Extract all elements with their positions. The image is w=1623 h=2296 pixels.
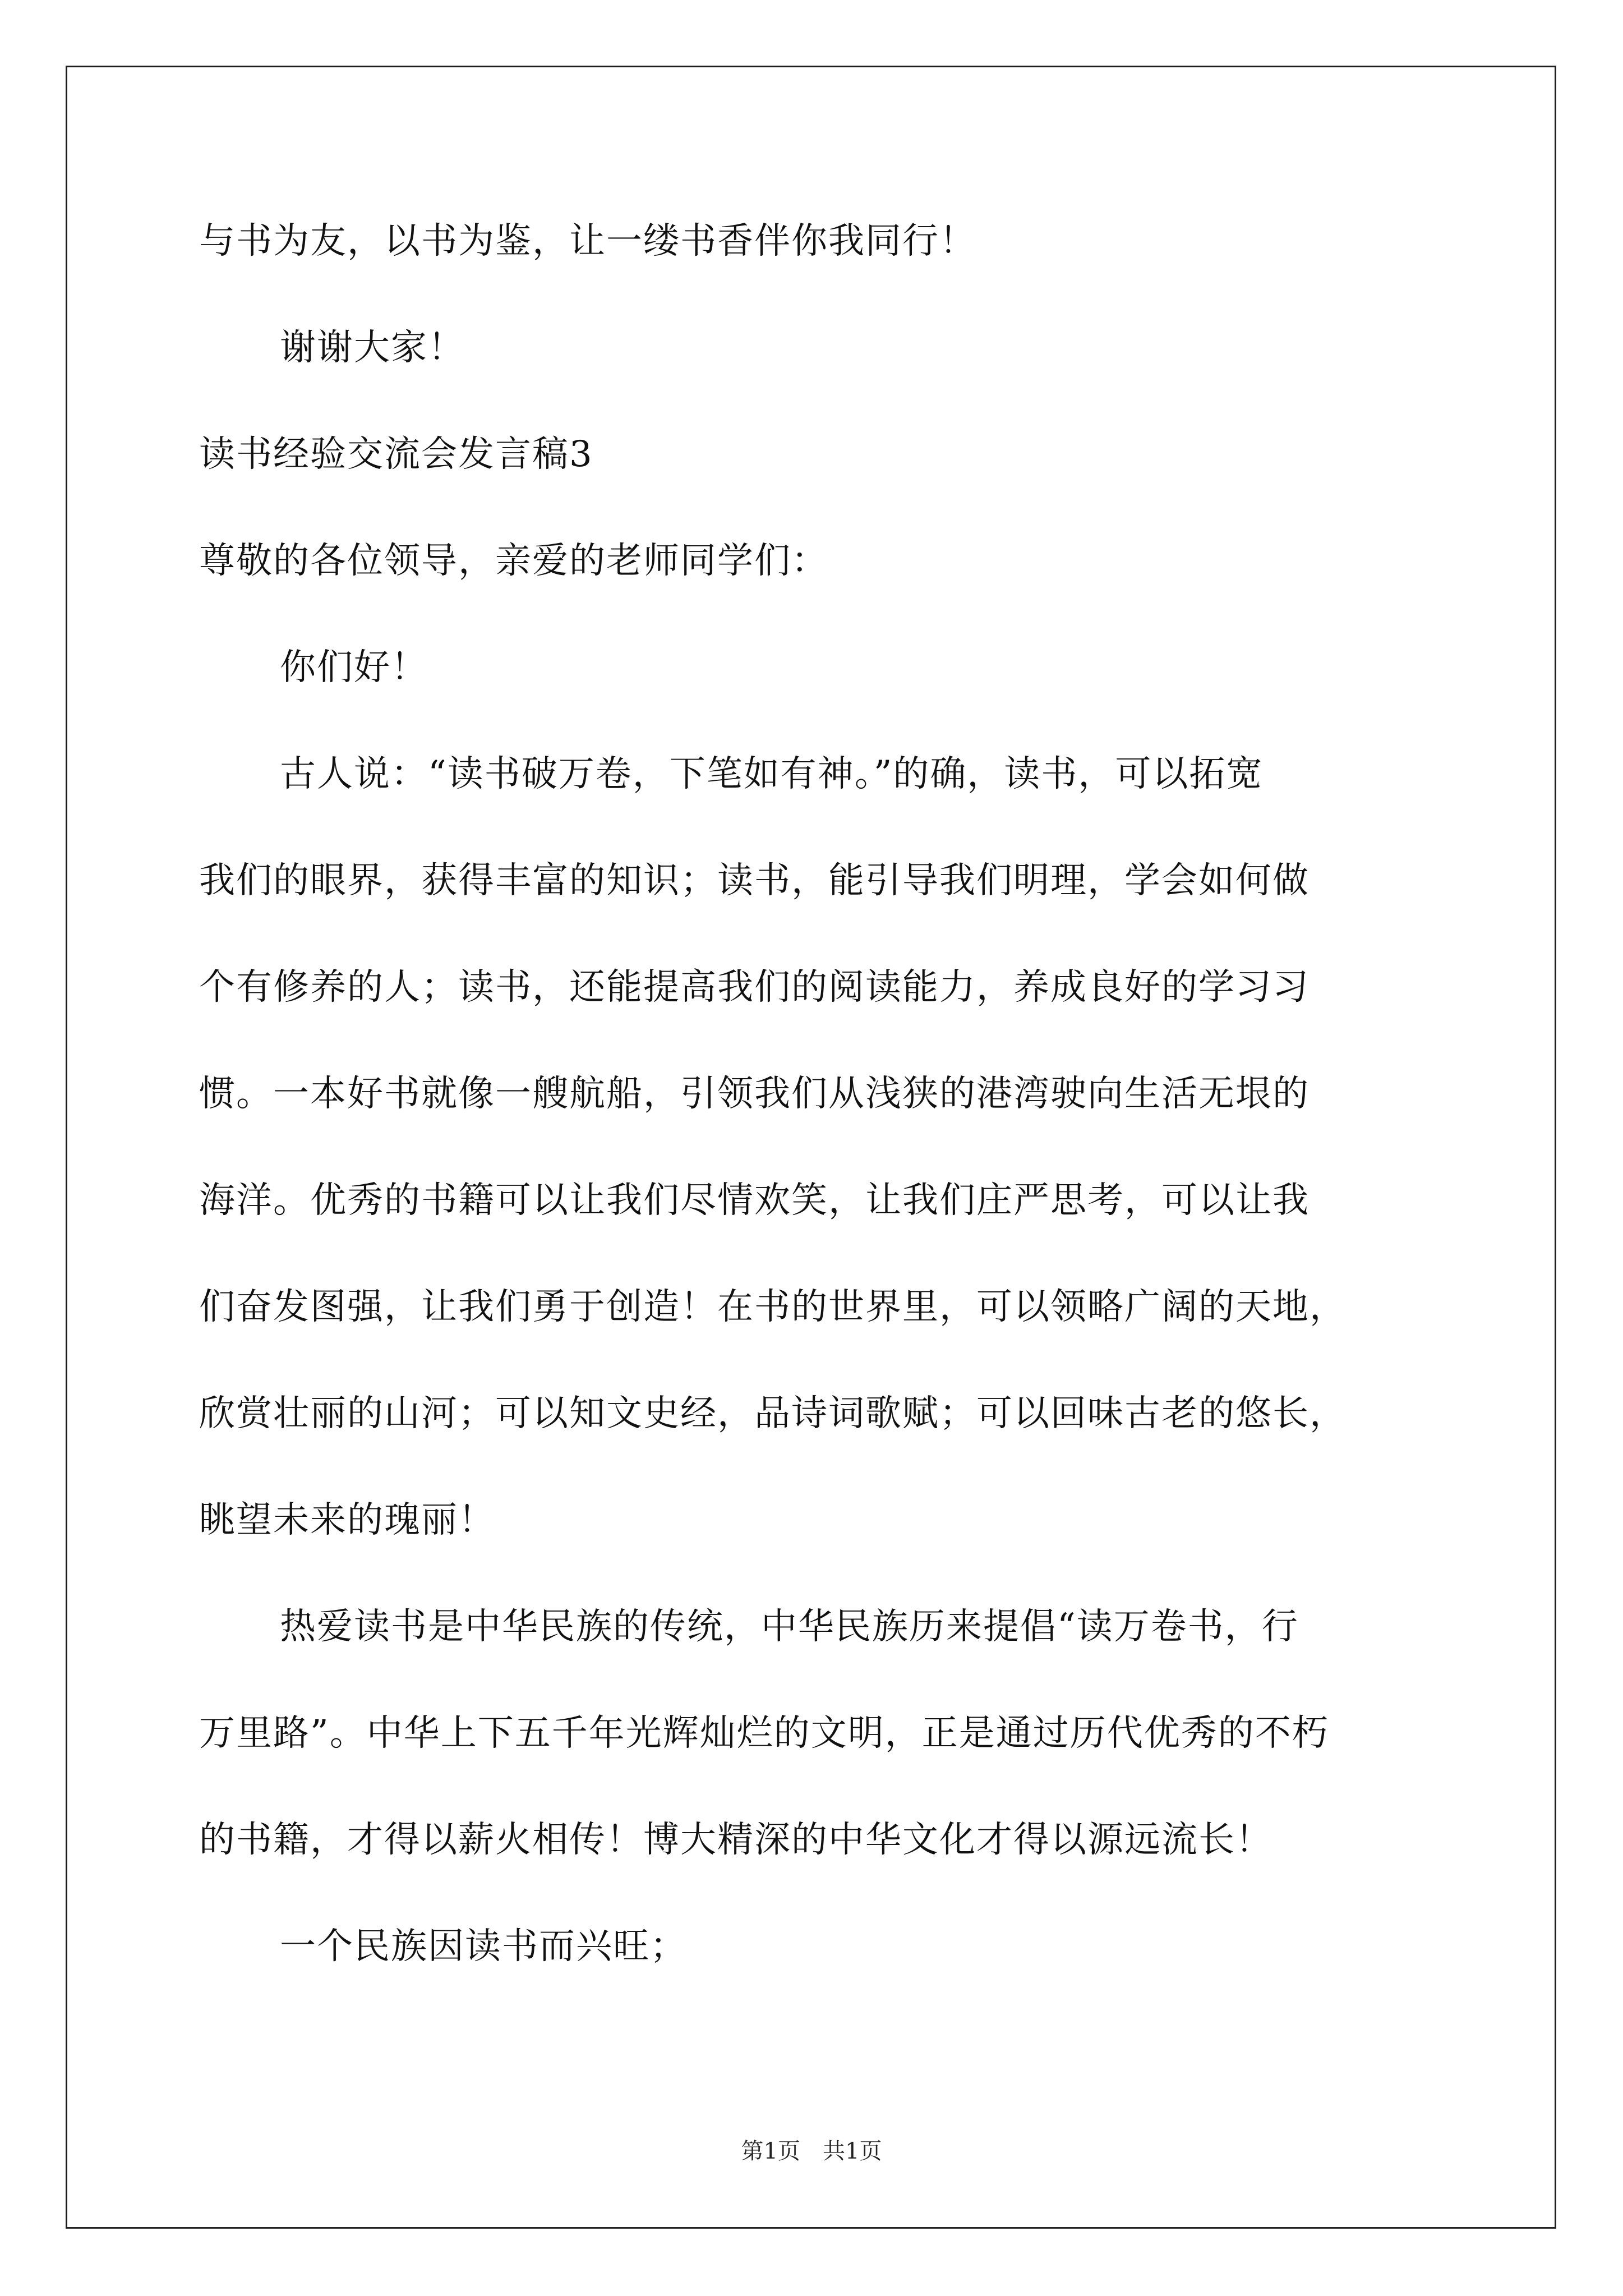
paragraph-line: 谢谢大家！ [280, 327, 465, 369]
paragraph-line: 热爱读书是中华民族的传统，中华民族历来提倡“读万卷书，行 [280, 1606, 1299, 1648]
greeting: 你们好！ [280, 647, 428, 688]
paragraph-line: 古人说：“读书破万卷，下笔如有神。”的确，读书，可以拓宽 [280, 753, 1264, 795]
paragraph-line: 海洋。优秀的书籍可以让我们尽情欢笑，让我们庄严思考，可以让我 [199, 1180, 1310, 1221]
paragraph-line: 惯。一本好书就像一艘航船，引领我们从浅狭的港湾驶向生活无垠的 [199, 1073, 1310, 1115]
paragraph-line: 欣赏壮丽的山河；可以知文史经，品诗词歌赋；可以回味古老的悠长， [199, 1393, 1347, 1434]
paragraph-line: 们奋发图强，让我们勇于创造！在书的世界里，可以领略广阔的天地， [199, 1286, 1347, 1328]
paragraph-line: 个有修养的人；读书，还能提高我们的阅读能力，养成良好的学习习 [199, 967, 1310, 1008]
paragraph-line: 万里路”。中华上下五千年光辉灿烂的文明，正是通过历代优秀的不朽 [199, 1713, 1329, 1754]
paragraph-line: 眺望未来的瑰丽！ [199, 1499, 495, 1541]
salutation: 尊敬的各位领导，亲爱的老师同学们： [199, 540, 828, 582]
paragraph-line: 一个民族因读书而兴旺； [280, 1926, 687, 1967]
page-border [66, 66, 1556, 2229]
paragraph-line: 我们的眼界，获得丰富的知识；读书，能引导我们明理，学会如何做 [199, 860, 1310, 901]
section-title: 读书经验交流会发言稿3 [199, 434, 593, 475]
paragraph-line: 的书籍，才得以薪火相传！博大精深的中华文化才得以源远流长！ [199, 1819, 1272, 1861]
page-number-footer: 第1页 共1页 [741, 2138, 882, 2164]
paragraph-line: 与书为友，以书为鉴，让一缕书香伴你我同行！ [199, 220, 976, 262]
